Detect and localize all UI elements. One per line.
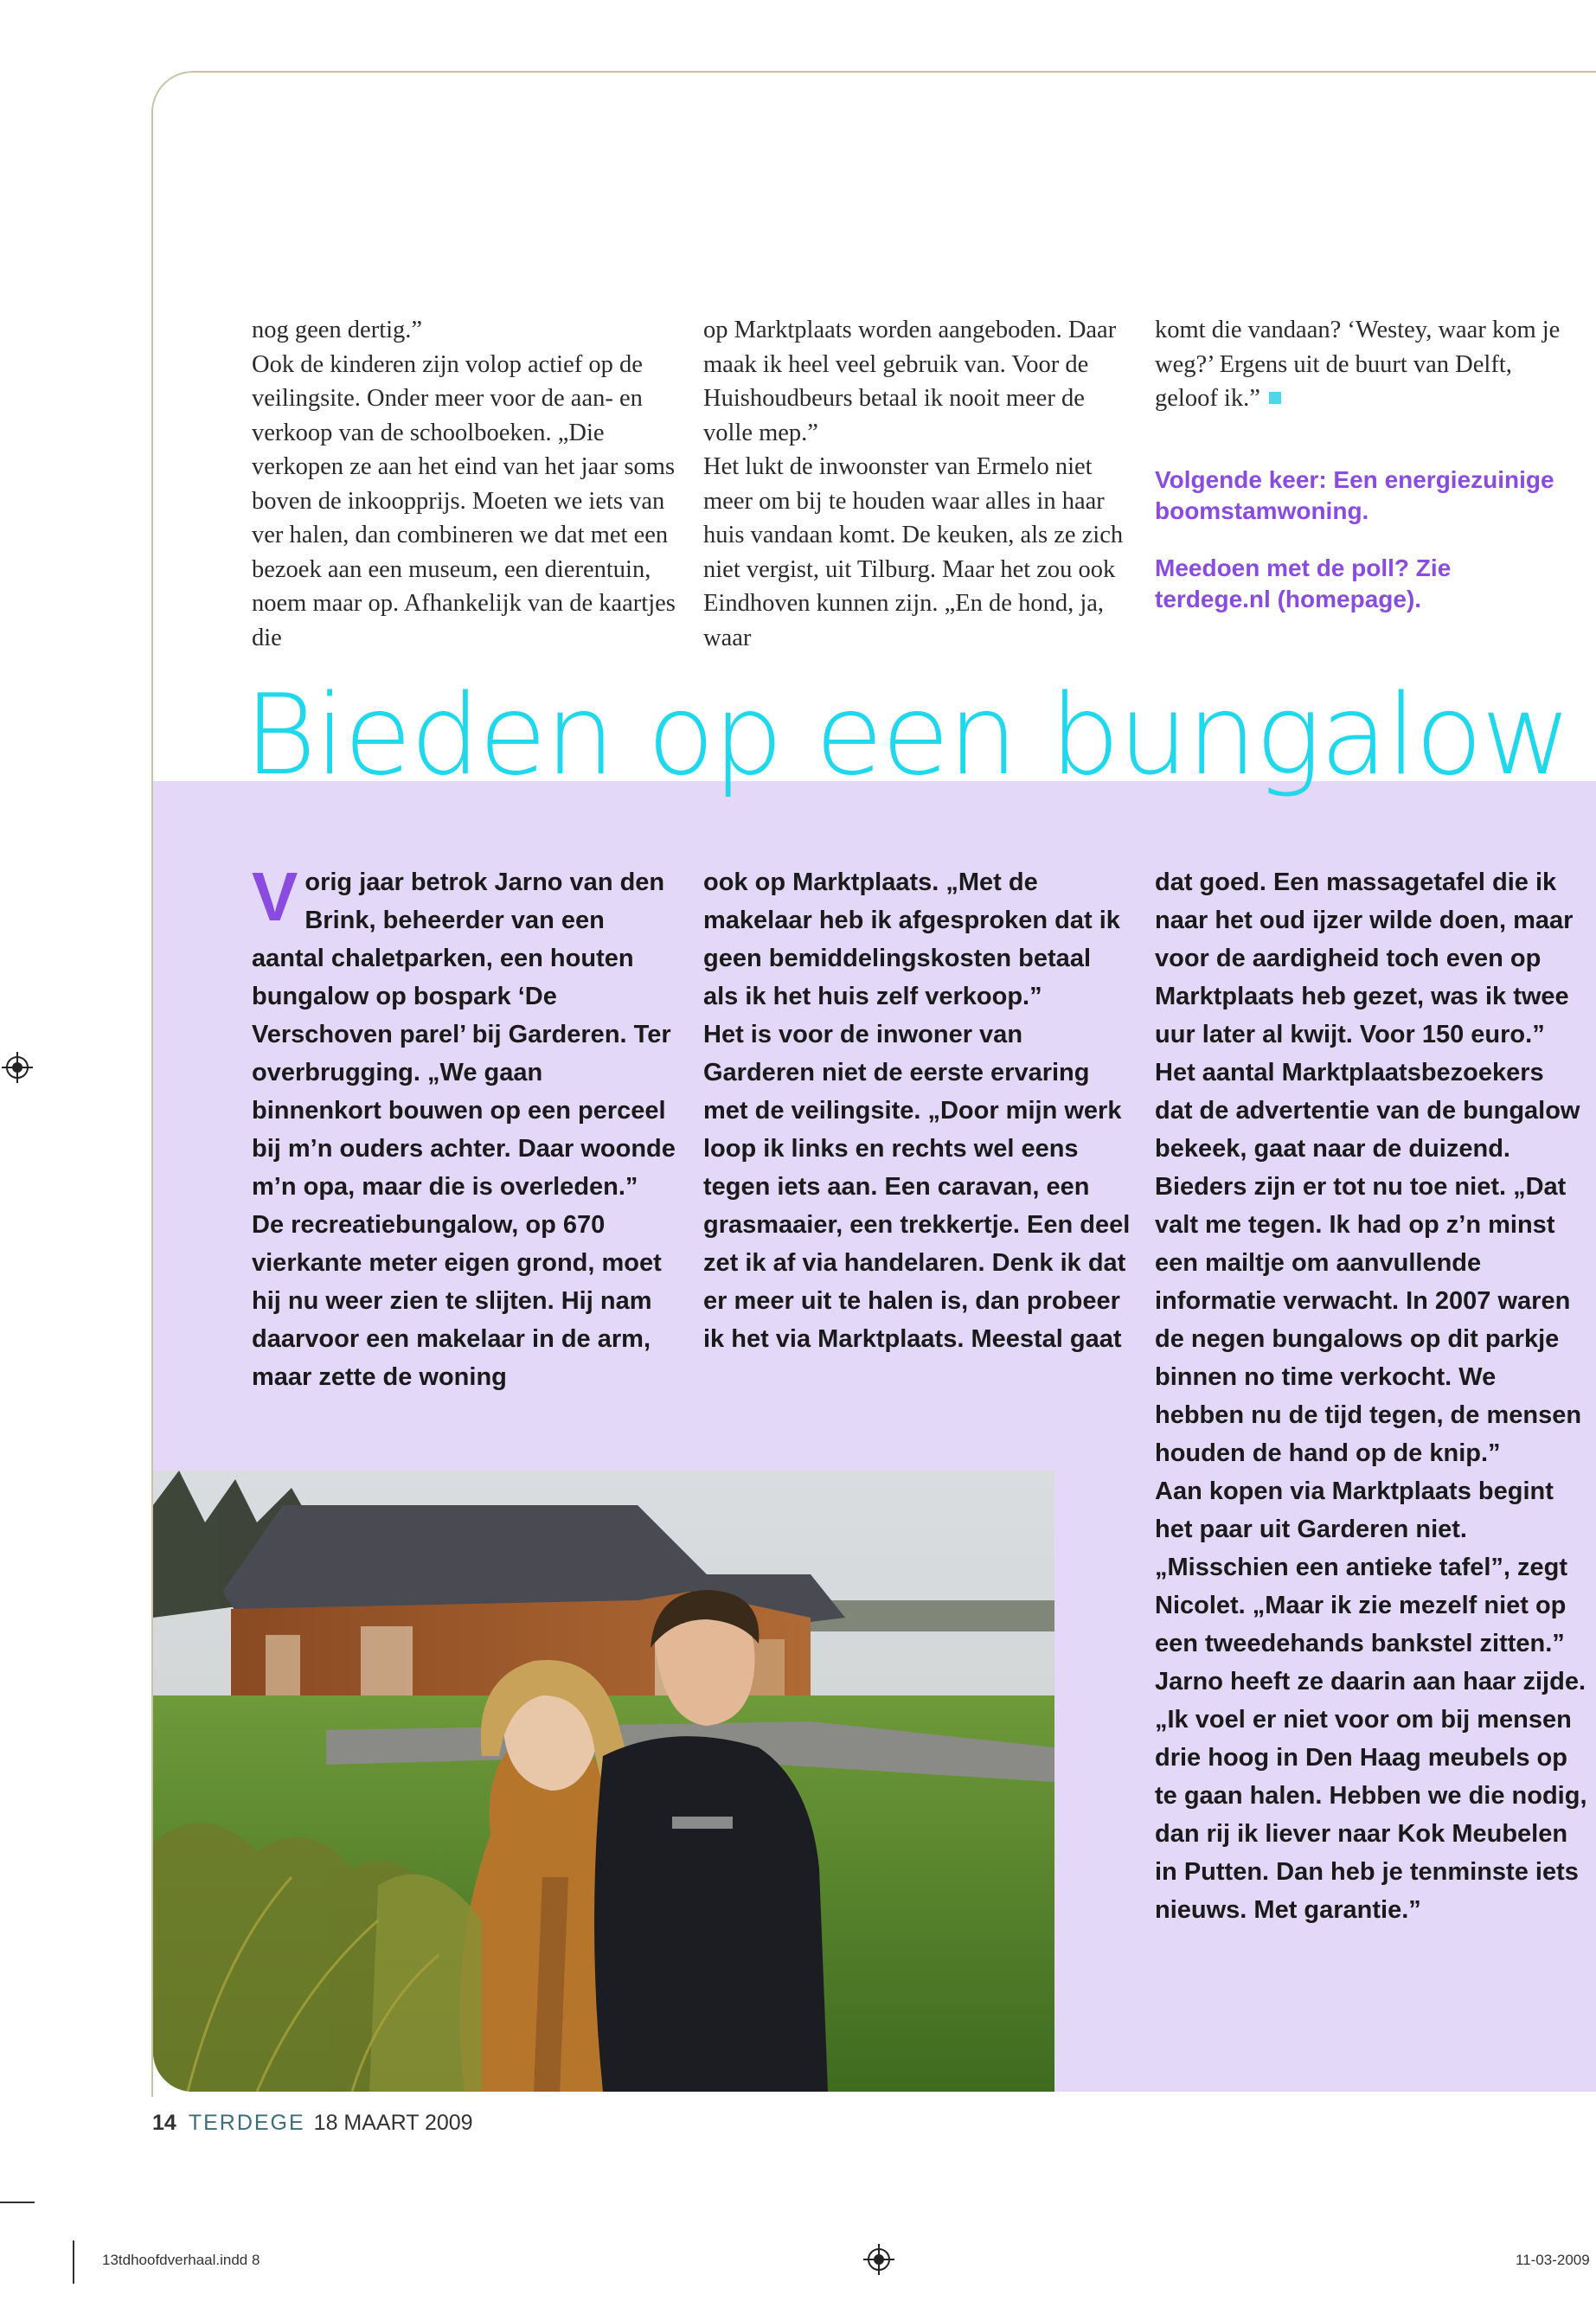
crop-mark [0,2202,35,2203]
issue-date: 18 MAART 2009 [313,2111,473,2135]
registration-mark-icon [863,2244,894,2275]
article-column-right [1155,313,1570,615]
end-of-article-marker [1269,392,1281,404]
paragraph: op Marktplaats worden aangeboden. Daar maak ik heel veel gebruik van. Voor de Huishoudbeurs betaal ik nooit meer de volle mep.” [703,317,1117,446]
paragraph: Aan kopen via Marktplaats begint het paar uit Garderen niet. „Misschien een antieke tafel”, zegt Nicolet. „Maar ik zie mezelf niet op een tweedehands bankstel zitten.” Jarno heeft ze daarin aan haar zijde. „Ik voel er niet voor om bij mensen drie hoog in Den Haag meubels op te gaan halen. Hebben we die nodig, dan rij ik liever naar Kok Meubelen in Putten. Dan heb je tenminste iets nieuws. Met garantie.” [1155,1477,1587,1924]
slug-date: 11-03-2009 [1516,2252,1590,2268]
paragraph: Ook de kinderen zijn volop actief op de veilingsite. Onder meer voor de aan- en verkoop van de schoolboeken. „Die verkopen ze aan het eind van het jaar soms boven de inkoopprijs. Moeten we iets van ver halen, dan combineren we dat met een bezoek aan een museum, een dierentuin, noem maar op. Afhankelijk van de kaartjes die [252,350,676,651]
box-column-1 [252,858,676,1396]
paragraph: nog geen dertig.” [252,317,423,343]
page-number: 14 [152,2111,176,2135]
paragraph: Het is voor de inwoner van Garderen niet de eerste ervaring met de veilingsite. „Door mijn werk loop ik links en rechts wel eens tegen iets aan. Een caravan, een grasmaaier, een trekkertje. Een deel zet ik af via handelaren. Denk ik dat er meer uit te halen is, dan probeer ik het via Marktplaats. Meestal gaat [703,1021,1131,1353]
article-column-left [252,313,684,655]
paragraph-wrap [252,858,676,1206]
crop-mark [73,2240,74,2284]
paragraph: ook op Marktplaats. „Met de makelaar heb ik afgesproken dat ik geen bemiddelingskosten betaal als ik het huis zelf verkoop.” [703,868,1120,1010]
box-column-3 [1155,863,1587,1929]
article-column-middle [703,313,1129,655]
slug-filename: 13tdhoofdverhaal.indd 8 [102,2252,260,2268]
page-footer [152,2111,473,2136]
poll-callout: Meedoen met de poll? Zie terdege.nl (homepage). [1155,554,1452,612]
box-headline: Bieden op een bungalow [244,671,1570,800]
drop-cap: V [252,858,298,935]
next-time-teaser: Volgende keer: Een energiezuinige boomstamwoning. [1155,465,1554,524]
paragraph-wrap [1155,313,1570,416]
paragraph: Het aantal Marktplaatsbezoekers dat de advertentie van de bungalow bekeek, gaat naar de duizend. Bieders zijn er tot nu toe niet. „Dat valt me tegen. Ik had op z’n minst een mailtje om aanvullende informatie verwacht. In 2007 waren de negen bungalows op dit parkje binnen no time verkocht. We hebben nu de tijd tegen, de mensen houden de hand op de knip.” [1155,1059,1582,1467]
closing-paragraph: komt die vandaan? ‘Westey, waar kom je weg?’ Ergens uit de buurt van Delft, geloof ik.” [1155,317,1561,412]
paragraph: orig jaar betrok Jarno van den Brink, beheerder van een aantal chaletparken, een houten bungalow op bospark ‘De Verschoven parel’ bij Garderen. Ter overbrugging. „We gaan binnenkort bouwen op een perceel bij m’n ouders achter. Daar woonde m’n opa, maar die is overleden.” [252,868,676,1201]
paragraph: Het lukt de inwoonster van Ermelo niet meer om bij te houden waar alles in haar huis vandaan komt. De keuken, als ze zich niet vergist, uit Tilburg. Maar het zou ook Eindhoven kunnen zijn. „En de hond, ja, waar [703,453,1124,651]
paragraph: De recreatiebungalow, op 670 vierkante meter eigen grond, moet hij nu weer zien te slijten. Hij nam daarvoor een makelaar in de arm, maar zette de woning [252,1211,662,1391]
registration-mark-icon [2,1052,33,1083]
paragraph: dat goed. Een massagetafel die ik naar het oud ijzer wilde doen, maar voor de aardigheid toch even op Marktplaats heb gezet, was ik twee uur later al kwijt. Voor 150 euro.” [1155,868,1574,1048]
magazine-name: TERDEGE [188,2111,305,2135]
bungalow-photo [153,1471,1054,2092]
box-column-2 [703,863,1132,1358]
